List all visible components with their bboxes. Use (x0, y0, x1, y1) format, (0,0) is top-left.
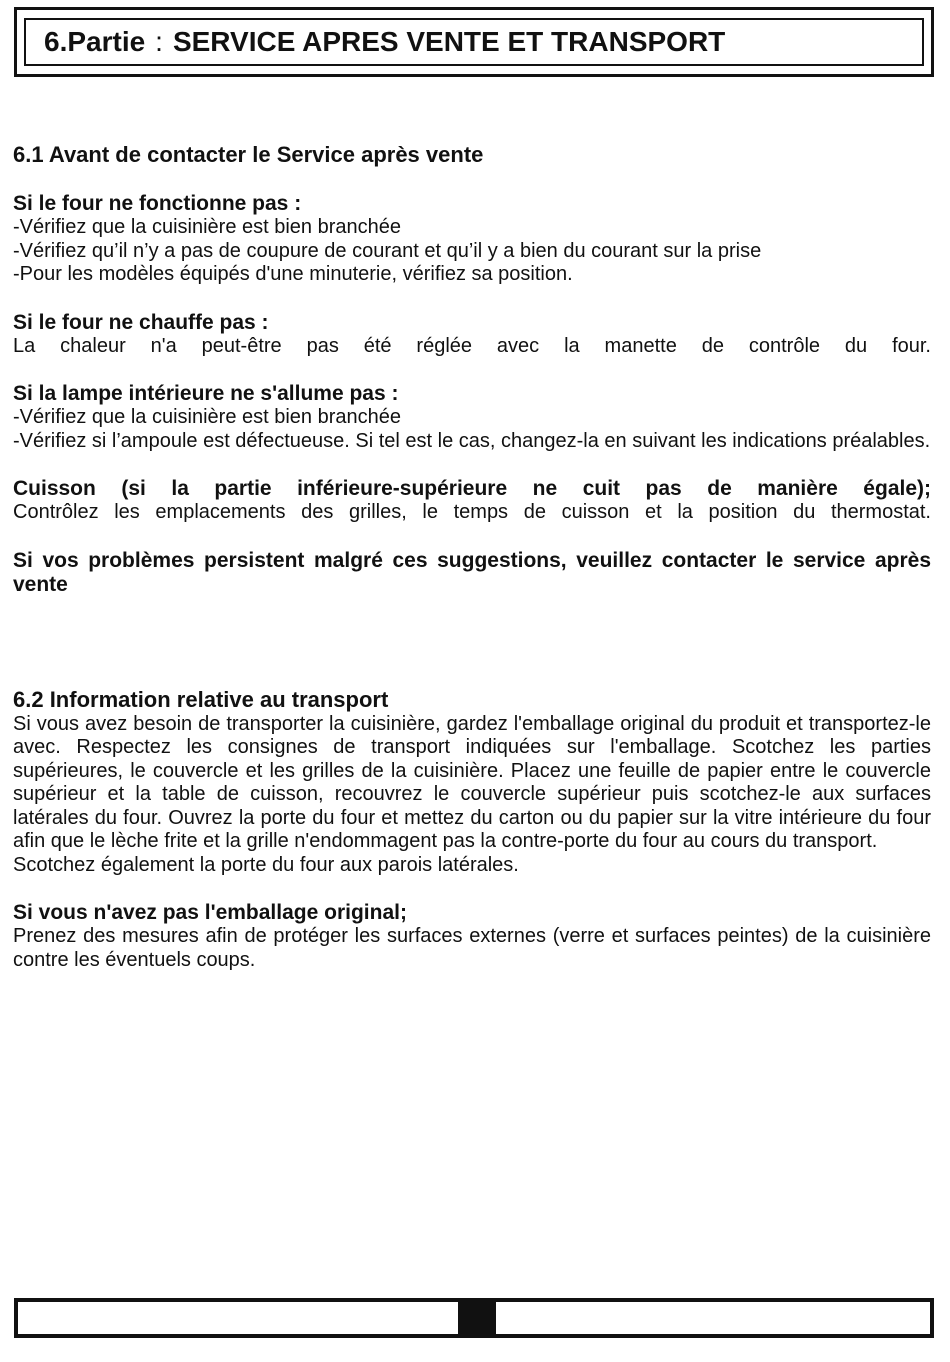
transport-paragraph-2: Scotchez également la porte du four aux parois latérales. (13, 853, 519, 876)
page-number-block (458, 1298, 496, 1338)
block-line: La chaleur n'a peut-être pas été réglée avec la manette de contrôle du four. (13, 334, 931, 357)
transport-paragraph: Si vous avez besoin de transporter la cuisinière, gardez l'emballage original du produit et transportez-le avec. Respectez les consignes de transport indiquées sur l'emballage. Scotchez les parties supérieures, le couvercle et les grilles de la cuisinière. Placez une feuille de papier entre le couvercle supérieur et la table de cuisson, recouvrez le couvercle supérieur puis scotchez-le aux surfaces latérales du four. Ouvrez la porte du four et mettez du carton ou du papier sur la vitre intérieure du four afin que le lèche frite et la grille n'endommagent pas la contre-porte du four au cours du transport. (13, 712, 931, 852)
no-packaging-paragraph: Prenez des mesures afin de protéger les surfaces externes (verre et surfaces peintes) de la cuisinière contre les éventuels coups. (13, 925, 931, 971)
block-title-no-heat: Si le four ne chauffe pas : (13, 310, 269, 334)
block-line: -Pour les modèles équipés d'une minuterie, vérifiez sa position. (13, 263, 573, 285)
block-title-cooking: Cuisson (si la partie inférieure-supérieure ne cuit pas de manière égale); (13, 477, 931, 500)
section-heading-6-2: 6.2 Information relative au transport (13, 686, 389, 712)
page-content (13, 142, 931, 972)
block-title-lamp: Si la lampe intérieure ne s'allume pas : (13, 382, 399, 405)
block-line: -Vérifiez qu’il n’y a pas de coupure de courant et qu’il y a bien du courant sur la prise (13, 239, 762, 262)
block-line: Contrôlez les emplacements des grilles, le temps de cuisson et la position du thermostat. (13, 501, 931, 523)
closing-note: Si vos problèmes persistent malgré ces suggestions, veuillez contacter le service après vente (13, 548, 931, 596)
block-line: -Vérifiez si l’ampoule est défectueuse. Si tel est le cas, changez-la en suivant les indications préalables. (13, 429, 931, 452)
block-line: -Vérifiez que la cuisinière est bien branchée (13, 406, 401, 428)
block-title-no-function: Si le four ne fonctionne pas : (13, 192, 302, 215)
page-footer-bar (14, 1298, 934, 1338)
subheading-no-packaging: Si vous n'avez pas l'emballage original; (13, 901, 407, 924)
page-header (24, 18, 924, 66)
chapter-title: SERVICE APRES VENTE ET TRANSPORT (172, 26, 726, 57)
chapter-number: 6.Partie (44, 26, 146, 57)
section-heading-6-1: 6.1 Avant de contacter le Service après vente (13, 142, 484, 167)
chapter-separator: : (155, 26, 163, 57)
block-line: -Vérifiez que la cuisinière est bien branchée (13, 216, 401, 238)
page-header-frame (14, 7, 934, 77)
